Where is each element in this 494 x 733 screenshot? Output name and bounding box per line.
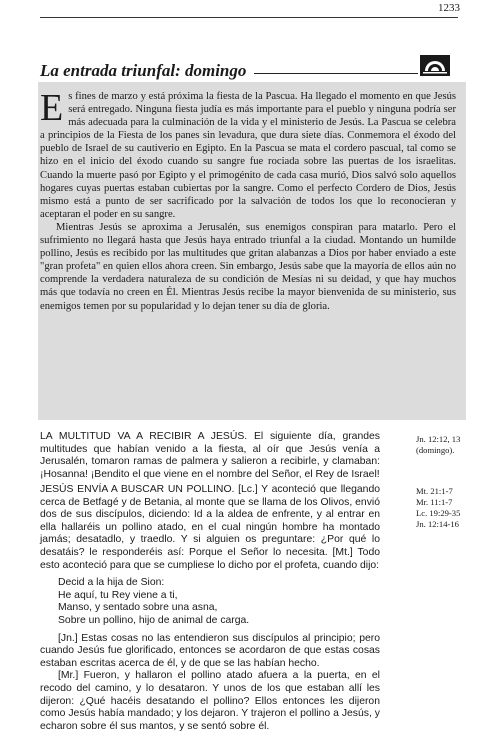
page-number: 1233 [438, 2, 460, 14]
section-text-pollino: [Lc.] Y aconteció que llegando cerca de Betfagé y de Betania, al monte que se llama de los Olivos, envió dos de sus discípulos, diciendo: Id a la aldea de enfrente, y al entrar en ella hallaréis un pollino atado, en el cual ningún hombre ha montado jamás; desatadlo, y traedlo. Y si alguien os preguntare: ¿Por qué lo desatáis? le responderéis así: Porque el Señor lo necesita. [Mt.] Todo esto aconteció para que se cumpliese lo dicho por el profeta, cuando dijo: [40, 484, 381, 571]
poem-line: He aquí, tu Rey viene a ti, [58, 589, 178, 601]
poem-line: Sobre un pollino, hijo de animal de carga. [58, 614, 250, 626]
section-text-multitud: El siguiente día, grandes multitudes que habían venido a la fiesta, al oír que Jesús venía a Jerusalén, tomaron ramas de palmera y salieron a recibirle, y clamaban: ¡Hosanna! ¡Bendito el que viene en el nombre del Señor, el Rey de Israel! [40, 431, 380, 480]
sidebar-paragraph-2: Mientras Jesús se aproxima a Jerusalén, sus enemigos conspiran para matarlo. Pero el sufrimiento no llegará hasta que Jesús haya entrado triunfal a la ciudad. Montando un humilde pollino, Jesús es recibido por las multitudes que gritan alabanzas a Dios por haber enviado a este "gran profeta" en quien ellos ahora creen. Sin embargo, Jesús sabe que la mayoría de ellos aún no comprende la verdadera naturaleza de su condición de Mesías ni su deidad, y que hay muchos más que todavía no creen en Él. Mientras Jesús recibe la mayor bienvenida de su ministerio, sus enemigos temen por su popularidad y lo dejan tener su día de gloria. [40, 221, 456, 312]
reference-pollino: Mt. 21:1-7 Mr. 11:1-7 Lc. 19:29-35 Jn. 12:14-16 [416, 486, 461, 529]
title-rule [254, 73, 418, 74]
sunrise-logo-icon [420, 55, 450, 76]
drop-cap: E [40, 87, 64, 129]
paragraph-juan: [Jn.] Estas cosas no las entendieron sus discípulos al principio; pero cuando Jesús fue glorificado, entonces se acordaron de que estas cosas estaban escritas acerca de él, y de que se las habían hecho. [40, 632, 380, 669]
paragraph-marcos: [Mr.] Fueron, y hallaron el pollino atado afuera a la puerta, en el recodo del camino, y lo desataron. Y unos de los que estaban allí les dijeron: ¿Qué hacéis desatando el pollino? Ellos entonces les dijeron como Jesús había mandado; y los dejaron. Y trajeron el pollino a Jesús, y echaron sobre él sus mantos, y se sentó sobre él. [40, 670, 380, 732]
poem-line: Decid a la hija de Sion: [58, 577, 165, 589]
prophecy-poem [58, 577, 380, 627]
reference-multitud: Jn. 12:12, 13 (domingo). [416, 434, 461, 455]
section-heading-pollino: JESÚS ENVÍA A BUSCAR UN POLLINO. [40, 484, 235, 495]
sidebar-text [40, 87, 456, 313]
sidebar-paragraph-1: Es fines de marzo y está próxima la fiesta de la Pascua. Ha llegado el momento en que Jesús será entregado. Ninguna fiesta judía es más importante para el pueblo y ninguna podría ser más adecuada para la culminación de la vida y el ministerio de Jesús. La Pascua se celebra a principios de la Fiesta de los panes sin levadura, que dura siete días. Conmemora el éxodo del pueblo de Israel de su cautiverio en Egipto. En la Pascua se mata el cordero pascual, tal como se hizo en el inicio del éxodo cuando su sangre fue rociada sobre las puertas de los israelitas. Cuando la muerte pasó por Egipto y el primogénito de cada casa murió, Dios salvó solo aquellos hogares cuyas puertas estaban cubiertas por la sangre. Como el perfecto Cordero de Dios, Jesús mismo está a punto de ser sacrificado por la salvación de todos los que lo reconocieran y aceptaran el poder en su sangre. [40, 87, 456, 220]
section-heading-multitud: LA MULTITUD VA A RECIBIR A JESÚS. [40, 431, 248, 442]
poem-line: Manso, y sentado sobre una asna, [58, 602, 218, 614]
section-title: La entrada triunfal: domingo [40, 61, 247, 80]
header-rule [40, 17, 458, 18]
section-multitud [40, 431, 380, 481]
section-pollino [40, 484, 380, 733]
